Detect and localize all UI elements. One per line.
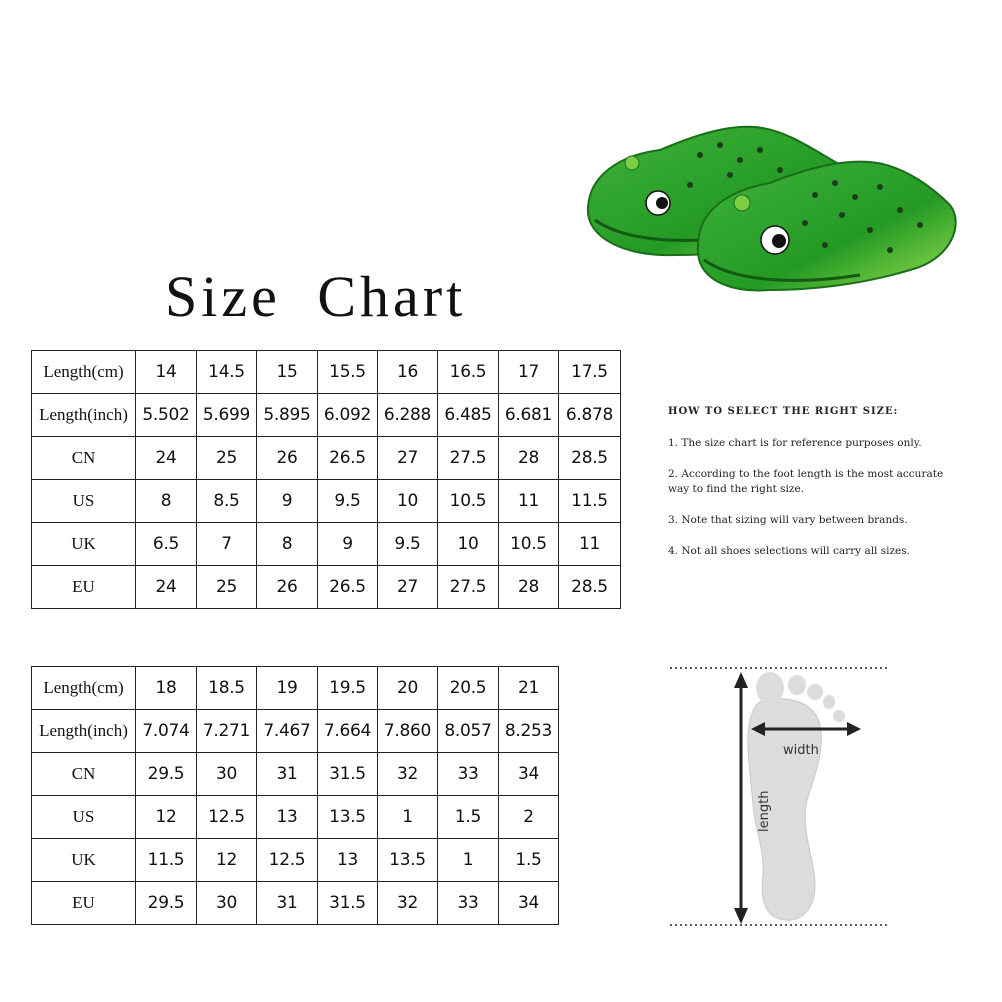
product-image (580, 115, 960, 315)
size-cell: 28.5 (559, 566, 621, 609)
size-cell: 26 (257, 437, 318, 480)
table-row (32, 566, 621, 609)
size-cell: 26.5 (318, 566, 378, 609)
table-row (32, 480, 621, 523)
size-cell: 34 (499, 882, 559, 925)
size-cell: 27.5 (438, 566, 499, 609)
size-cell: 29.5 (136, 753, 197, 796)
instruction-item: 4. Not all shoes selections will carry all sizes. (668, 545, 910, 557)
size-cell: 9 (257, 480, 318, 523)
size-cell: 5.895 (257, 394, 318, 437)
size-cell: 20 (378, 667, 438, 710)
size-cell: 7 (197, 523, 257, 566)
size-cell: 1.5 (438, 796, 499, 839)
size-cell: 10 (438, 523, 499, 566)
size-cell: 12 (197, 839, 257, 882)
table-row (32, 523, 621, 566)
width-label: width (783, 743, 819, 758)
size-cell: 9 (318, 523, 378, 566)
size-cell: 7.664 (318, 710, 378, 753)
size-cell: 6.288 (378, 394, 438, 437)
row-header: Length(cm) (32, 351, 136, 394)
length-label: length (757, 790, 772, 832)
size-cell: 12.5 (197, 796, 257, 839)
row-header: CN (32, 753, 136, 796)
size-cell: 31.5 (318, 882, 378, 925)
size-cell: 17 (499, 351, 559, 394)
size-table-1 (31, 350, 621, 609)
size-cell: 7.467 (257, 710, 318, 753)
size-cell: 10 (378, 480, 438, 523)
size-cell: 10.5 (438, 480, 499, 523)
size-cell: 28.5 (559, 437, 621, 480)
table-row (32, 710, 559, 753)
size-cell: 31 (257, 882, 318, 925)
instruction-item: 1. The size chart is for reference purposes only. (668, 437, 922, 449)
size-cell: 1 (438, 839, 499, 882)
table-row (32, 882, 559, 925)
size-cell: 25 (197, 437, 257, 480)
size-cell: 6.681 (499, 394, 559, 437)
size-cell: 26 (257, 566, 318, 609)
instruction-item: 3. Note that sizing will vary between brands. (668, 514, 908, 526)
size-cell: 32 (378, 753, 438, 796)
size-cell: 11 (559, 523, 621, 566)
size-cell: 33 (438, 882, 499, 925)
table-row (32, 667, 559, 710)
size-cell: 33 (438, 753, 499, 796)
size-cell: 19 (257, 667, 318, 710)
table-row (32, 437, 621, 480)
row-header: Length(cm) (32, 667, 136, 710)
size-table-2 (31, 666, 559, 925)
size-cell: 31.5 (318, 753, 378, 796)
size-cell: 21 (499, 667, 559, 710)
size-cell: 8.253 (499, 710, 559, 753)
size-cell: 31 (257, 753, 318, 796)
size-cell: 20.5 (438, 667, 499, 710)
row-header: CN (32, 437, 136, 480)
size-cell: 15.5 (318, 351, 378, 394)
size-cell: 16 (378, 351, 438, 394)
size-cell: 6.5 (136, 523, 197, 566)
size-cell: 7.074 (136, 710, 197, 753)
size-cell: 13.5 (318, 796, 378, 839)
size-cell: 9.5 (318, 480, 378, 523)
size-cell: 26.5 (318, 437, 378, 480)
size-instructions (668, 404, 988, 575)
size-cell: 24 (136, 566, 197, 609)
size-cell: 7.860 (378, 710, 438, 753)
size-cell: 24 (136, 437, 197, 480)
size-cell: 27.5 (438, 437, 499, 480)
page-title: Size Chart (165, 264, 467, 329)
size-cell: 2 (499, 796, 559, 839)
size-cell: 8.057 (438, 710, 499, 753)
size-cell: 12.5 (257, 839, 318, 882)
instructions-heading: HOW TO SELECT THE RIGHT SIZE: (668, 406, 899, 417)
row-header: Length(inch) (32, 394, 136, 437)
size-cell: 13.5 (378, 839, 438, 882)
size-cell: 34 (499, 753, 559, 796)
size-cell: 10.5 (499, 523, 559, 566)
table-row (32, 351, 621, 394)
size-cell: 9.5 (378, 523, 438, 566)
size-cell: 1.5 (499, 839, 559, 882)
size-cell: 15 (257, 351, 318, 394)
size-cell: 13 (318, 839, 378, 882)
row-header: US (32, 796, 136, 839)
instruction-item: 2. According to the foot length is the most accurate way to find the right size. (668, 468, 944, 495)
size-cell: 27 (378, 437, 438, 480)
size-cell: 11.5 (559, 480, 621, 523)
table-row (32, 839, 559, 882)
size-cell: 5.502 (136, 394, 197, 437)
size-cell: 14.5 (197, 351, 257, 394)
size-cell: 8 (136, 480, 197, 523)
size-cell: 29.5 (136, 882, 197, 925)
size-cell: 6.485 (438, 394, 499, 437)
table-row (32, 796, 559, 839)
size-cell: 27 (378, 566, 438, 609)
size-cell: 32 (378, 882, 438, 925)
size-cell: 28 (499, 437, 559, 480)
table-row (32, 394, 621, 437)
row-header: EU (32, 882, 136, 925)
size-cell: 11 (499, 480, 559, 523)
table-row (32, 753, 559, 796)
foot-outline-icon (665, 660, 895, 935)
foot-diagram (665, 660, 895, 935)
row-header: UK (32, 523, 136, 566)
size-cell: 28 (499, 566, 559, 609)
row-header: US (32, 480, 136, 523)
size-cell: 30 (197, 753, 257, 796)
size-cell: 17.5 (559, 351, 621, 394)
size-cell: 5.699 (197, 394, 257, 437)
size-cell: 6.092 (318, 394, 378, 437)
size-cell: 30 (197, 882, 257, 925)
size-cell: 14 (136, 351, 197, 394)
size-cell: 1 (378, 796, 438, 839)
size-cell: 11.5 (136, 839, 197, 882)
size-cell: 25 (197, 566, 257, 609)
size-cell: 18.5 (197, 667, 257, 710)
size-cell: 19.5 (318, 667, 378, 710)
row-header: UK (32, 839, 136, 882)
size-cell: 13 (257, 796, 318, 839)
size-cell: 18 (136, 667, 197, 710)
row-header: EU (32, 566, 136, 609)
size-cell: 6.878 (559, 394, 621, 437)
size-cell: 8.5 (197, 480, 257, 523)
row-header: Length(inch) (32, 710, 136, 753)
size-cell: 12 (136, 796, 197, 839)
size-cell: 7.271 (197, 710, 257, 753)
size-cell: 8 (257, 523, 318, 566)
size-cell: 16.5 (438, 351, 499, 394)
frog-clog-icon (580, 115, 960, 315)
